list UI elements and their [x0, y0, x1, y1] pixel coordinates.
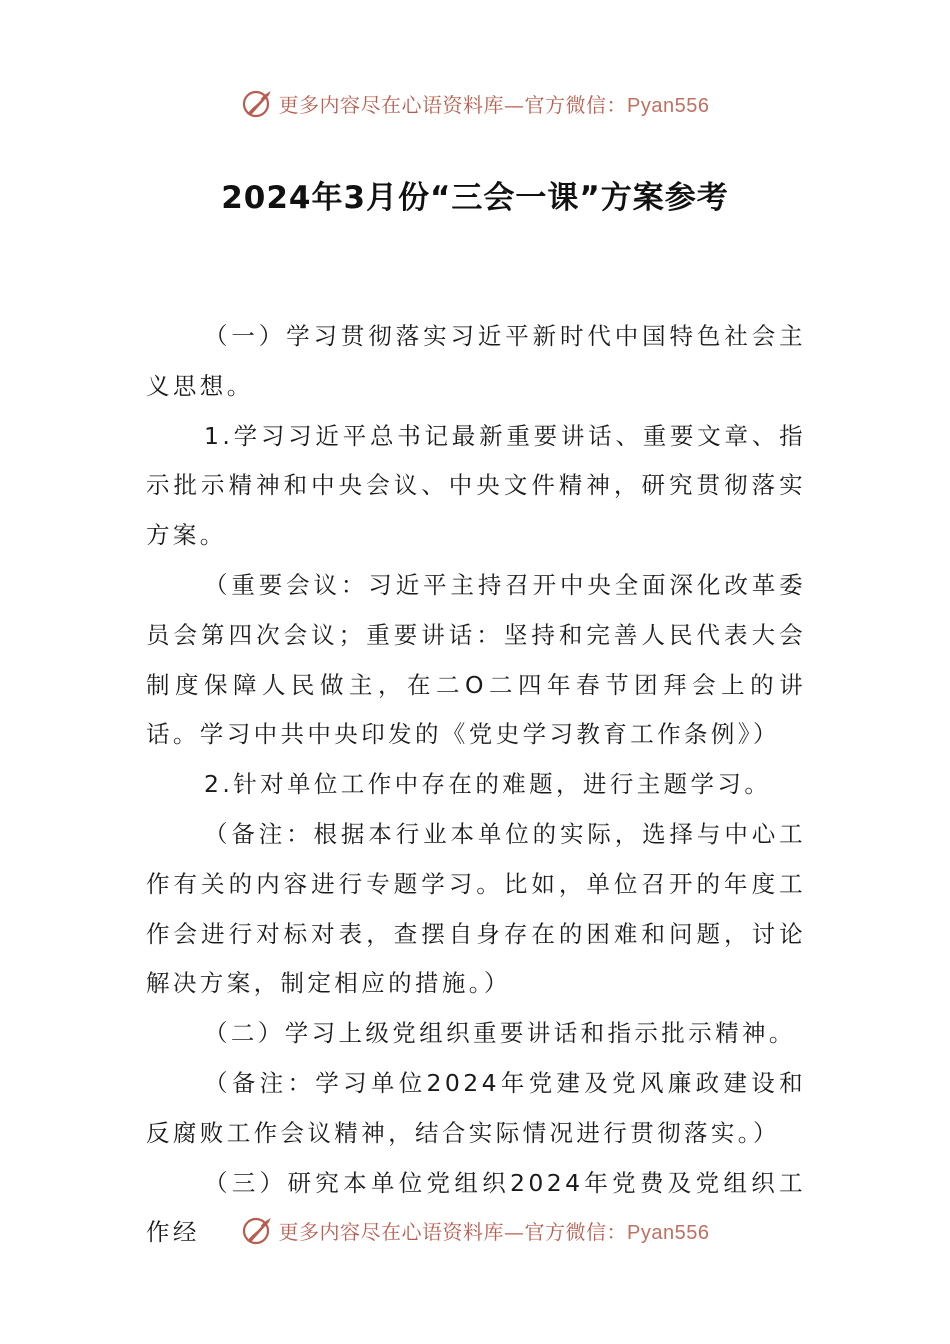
paragraph: （一）学习贯彻落实习近平新时代中国特色社会主义思想。 [146, 322, 806, 400]
paragraph: 1.学习习近平总书记最新重要讲话、重要文章、指示批示精神和中央会议、中央文件精神，研究贯彻落实方案。 [146, 421, 806, 550]
paragraph: （备注：学习单位2024年党建及党风廉政建设和反腐败工作会议精神，结合实际情况进行贯彻落实。） [146, 1068, 806, 1147]
quill-logo-icon [241, 1213, 275, 1247]
document-body [146, 312, 806, 1258]
paragraph: （备注：根据本行业本单位的实际，选择与中心工作有关的内容进行专题学习。比如，单位召开的年度工作会进行对标对表，查摆自身存在的困难和问题，讨论解决方案，制定相应的措施。） [146, 819, 806, 998]
paragraph: （三）研究本单位党组织2024年党费及党组织工作经 [146, 1168, 806, 1247]
header-banner-wechat-id: Pyan556 [627, 94, 710, 117]
footer-banner-text [279, 1216, 710, 1245]
header-banner [0, 83, 950, 123]
document-title: 2024年3月份“三会一课”方案参考 [221, 180, 729, 216]
paragraph: 2.针对单位工作中存在的难题，进行主题学习。 [204, 770, 772, 799]
paragraph: （二）学习上级党组织重要讲话和指示批示精神。 [204, 1019, 796, 1048]
footer-banner [0, 1210, 950, 1250]
paragraph: （重要会议：习近平主持召开中央全面深化改革委员会第四次会议；重要讲话：坚持和完善人民代表大会制度保障人民做主，在二O二四年春节团拜会上的讲话。学习中共中央印发的《党史学习教育工作条例》） [146, 570, 806, 749]
header-banner-text [279, 89, 710, 118]
footer-banner-wechat-id: Pyan556 [627, 1221, 710, 1244]
footer-banner-label: 更多内容尽在心语资料库—官方微信： [278, 1219, 628, 1244]
header-banner-label: 更多内容尽在心语资料库—官方微信： [278, 92, 628, 117]
quill-logo-icon [241, 86, 275, 120]
